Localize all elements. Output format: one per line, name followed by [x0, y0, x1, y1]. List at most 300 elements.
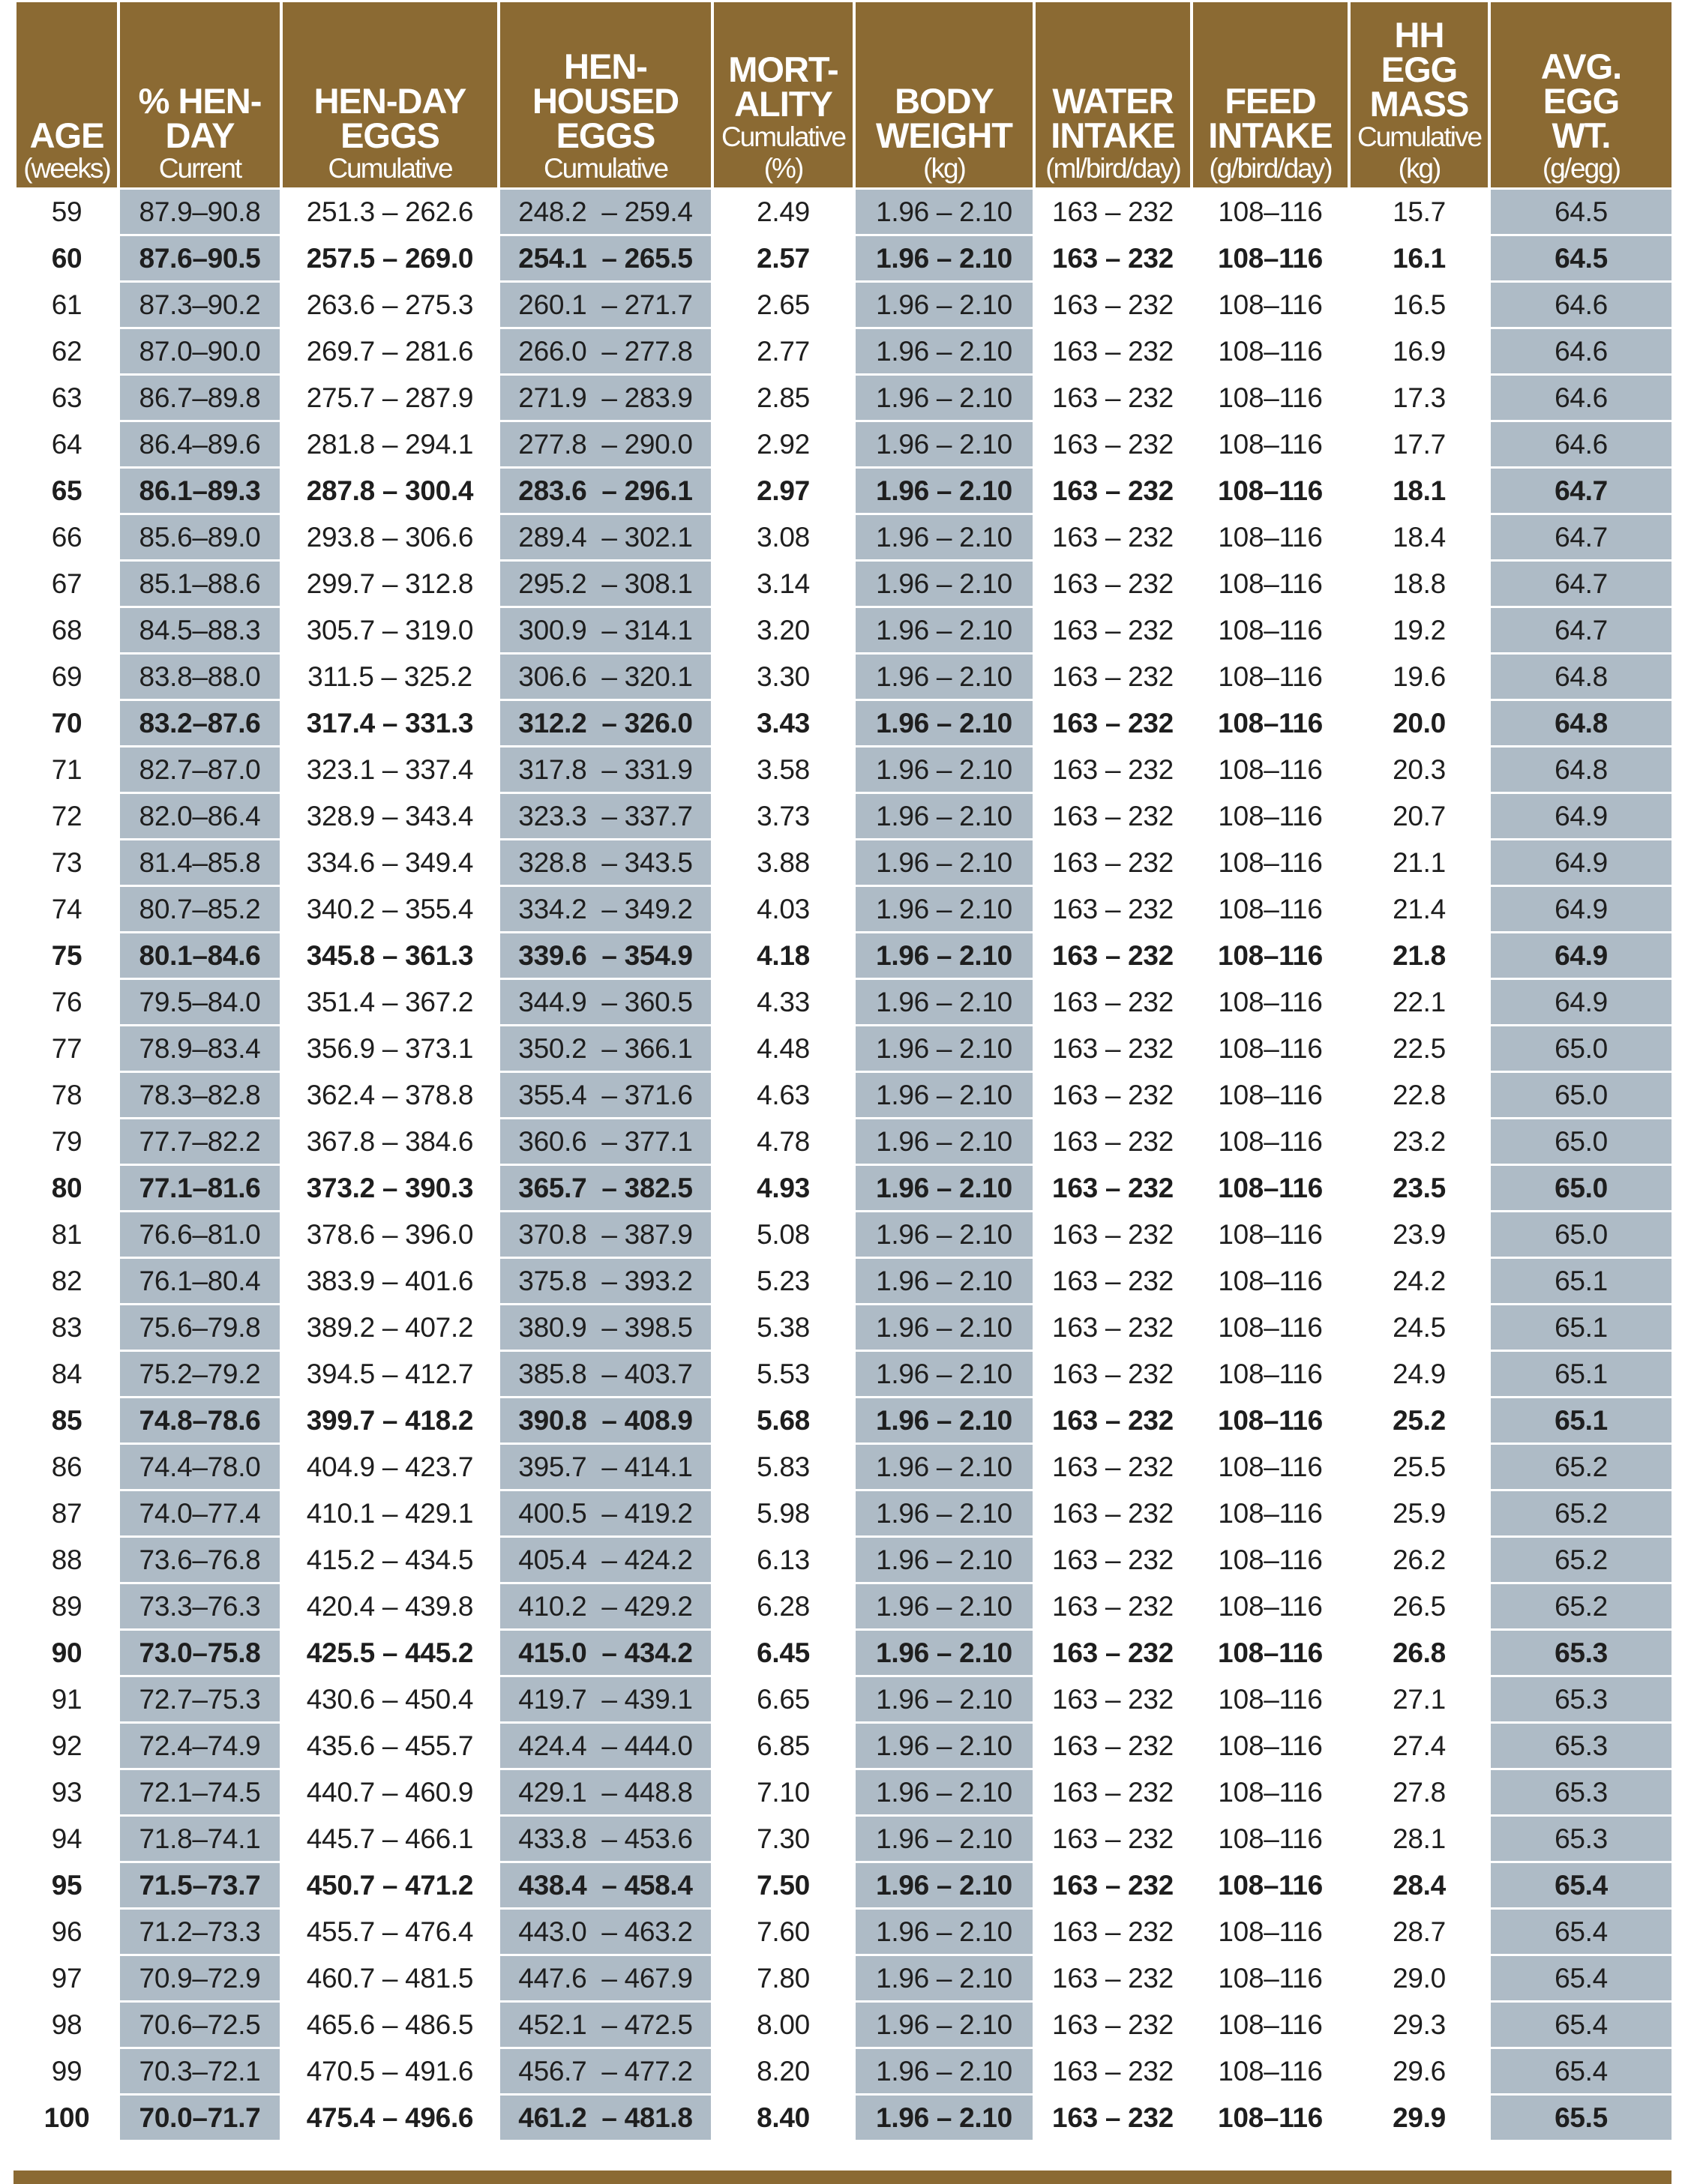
cell-hen-day-current: 72.4–74.9	[120, 1724, 280, 1768]
cell-hen-day-eggs: 475.4 – 496.6	[283, 2096, 497, 2140]
cell-feed-intake: 108–116	[1193, 2049, 1348, 2093]
cell-hen-housed-eggs: 355.4 – 371.6	[500, 1073, 711, 1117]
cell-hh-egg-mass: 23.2	[1351, 1119, 1488, 1164]
cell-water-intake: 163 – 232	[1036, 1259, 1190, 1303]
cell-avg-egg-weight: 64.7	[1491, 608, 1672, 652]
cell-avg-egg-weight: 64.9	[1491, 933, 1672, 978]
cell-mortality: 6.13	[714, 1538, 853, 1582]
cell-hen-day-current: 70.0–71.7	[120, 2096, 280, 2140]
cell-hen-housed-eggs: 254.1 – 265.5	[500, 236, 711, 280]
cell-body-weight: 1.96 – 2.10	[856, 655, 1033, 699]
cell-avg-egg-weight: 65.1	[1491, 1259, 1672, 1303]
cell-hen-housed-eggs: 312.2 – 326.0	[500, 701, 711, 745]
cell-water-intake: 163 – 232	[1036, 562, 1190, 606]
cell-hen-day-current: 70.3–72.1	[120, 2049, 280, 2093]
cell-body-weight: 1.96 – 2.10	[856, 1863, 1033, 1907]
cell-water-intake: 163 – 232	[1036, 608, 1190, 652]
cell-hen-housed-eggs: 438.4 – 458.4	[500, 1863, 711, 1907]
table-row	[16, 1863, 1672, 1907]
cell-feed-intake: 108–116	[1193, 933, 1348, 978]
cell-hen-day-current: 74.4–78.0	[120, 1445, 280, 1489]
cell-avg-egg-weight: 65.3	[1491, 1631, 1672, 1675]
cell-body-weight: 1.96 – 2.10	[856, 1212, 1033, 1257]
cell-mortality: 4.63	[714, 1073, 853, 1117]
cell-age: 62	[16, 329, 117, 373]
cell-age: 69	[16, 655, 117, 699]
cell-hen-day-current: 83.2–87.6	[120, 701, 280, 745]
cell-body-weight: 1.96 – 2.10	[856, 608, 1033, 652]
cell-age: 60	[16, 236, 117, 280]
cell-avg-egg-weight: 65.5	[1491, 2096, 1672, 2140]
cell-age: 99	[16, 2049, 117, 2093]
cell-hen-housed-eggs: 339.6 – 354.9	[500, 933, 711, 978]
cell-hen-day-eggs: 317.4 – 331.3	[283, 701, 497, 745]
cell-mortality: 6.45	[714, 1631, 853, 1675]
cell-hen-day-current: 70.9–72.9	[120, 1956, 280, 2000]
cell-hen-day-current: 77.1–81.6	[120, 1166, 280, 1210]
cell-hen-day-current: 78.3–82.8	[120, 1073, 280, 1117]
cell-water-intake: 163 – 232	[1036, 1910, 1190, 1954]
cell-feed-intake: 108–116	[1193, 1584, 1348, 1628]
cell-age: 74	[16, 887, 117, 931]
cell-age: 88	[16, 1538, 117, 1582]
table-row	[16, 329, 1672, 373]
cell-mortality: 7.60	[714, 1910, 853, 1954]
cell-hh-egg-mass: 20.0	[1351, 701, 1488, 745]
table-row	[16, 980, 1672, 1024]
cell-hen-day-current: 70.6–72.5	[120, 2003, 280, 2047]
table-row	[16, 1677, 1672, 1721]
cell-hen-day-current: 71.2–73.3	[120, 1910, 280, 1954]
header-feed-intake	[1193, 2, 1348, 187]
cell-avg-egg-weight: 65.3	[1491, 1770, 1672, 1814]
cell-hen-day-current: 83.8–88.0	[120, 655, 280, 699]
cell-mortality: 6.85	[714, 1724, 853, 1768]
cell-hen-day-eggs: 445.7 – 466.1	[283, 1817, 497, 1861]
cell-water-intake: 163 – 232	[1036, 655, 1190, 699]
cell-hh-egg-mass: 17.3	[1351, 376, 1488, 420]
cell-avg-egg-weight: 64.6	[1491, 329, 1672, 373]
header-unit: Current	[158, 153, 241, 184]
cell-feed-intake: 108–116	[1193, 1863, 1348, 1907]
cell-age: 89	[16, 1584, 117, 1628]
cell-water-intake: 163 – 232	[1036, 422, 1190, 466]
cell-water-intake: 163 – 232	[1036, 1073, 1190, 1117]
cell-hh-egg-mass: 26.5	[1351, 1584, 1488, 1628]
cell-hen-day-current: 74.0–77.4	[120, 1491, 280, 1535]
cell-mortality: 5.53	[714, 1352, 853, 1396]
cell-hen-housed-eggs: 334.2 – 349.2	[500, 887, 711, 931]
cell-feed-intake: 108–116	[1193, 1305, 1348, 1350]
cell-water-intake: 163 – 232	[1036, 1491, 1190, 1535]
table-row	[16, 608, 1672, 652]
cell-avg-egg-weight: 64.9	[1491, 794, 1672, 838]
table-row	[16, 1445, 1672, 1489]
cell-age: 75	[16, 933, 117, 978]
cell-hen-day-eggs: 257.5 – 269.0	[283, 236, 497, 280]
table-row	[16, 1817, 1672, 1861]
cell-mortality: 2.97	[714, 469, 853, 513]
cell-mortality: 3.30	[714, 655, 853, 699]
cell-water-intake: 163 – 232	[1036, 515, 1190, 559]
cell-hen-day-eggs: 430.6 – 450.4	[283, 1677, 497, 1721]
cell-hen-day-eggs: 362.4 – 378.8	[283, 1073, 497, 1117]
cell-mortality: 5.38	[714, 1305, 853, 1350]
cell-age: 85	[16, 1398, 117, 1443]
cell-feed-intake: 108–116	[1193, 1398, 1348, 1443]
cell-hen-day-current: 87.6–90.5	[120, 236, 280, 280]
cell-hh-egg-mass: 20.3	[1351, 747, 1488, 792]
cell-age: 87	[16, 1491, 117, 1535]
table-row	[16, 1491, 1672, 1535]
cell-hen-day-eggs: 293.8 – 306.6	[283, 515, 497, 559]
cell-water-intake: 163 – 232	[1036, 2003, 1190, 2047]
cell-avg-egg-weight: 65.4	[1491, 2049, 1672, 2093]
cell-mortality: 5.83	[714, 1445, 853, 1489]
cell-hh-egg-mass: 21.1	[1351, 840, 1488, 885]
cell-feed-intake: 108–116	[1193, 329, 1348, 373]
table-row	[16, 1119, 1672, 1164]
cell-hh-egg-mass: 23.5	[1351, 1166, 1488, 1210]
cell-water-intake: 163 – 232	[1036, 1956, 1190, 2000]
cell-body-weight: 1.96 – 2.10	[856, 794, 1033, 838]
cell-feed-intake: 108–116	[1193, 1352, 1348, 1396]
cell-avg-egg-weight: 64.8	[1491, 655, 1672, 699]
header-title: BODY WEIGHT	[876, 81, 1012, 155]
cell-hen-housed-eggs: 400.5 – 419.2	[500, 1491, 711, 1535]
header-water-intake	[1036, 2, 1190, 187]
cell-hen-day-current: 82.7–87.0	[120, 747, 280, 792]
cell-hen-housed-eggs: 370.8 – 387.9	[500, 1212, 711, 1257]
cell-body-weight: 1.96 – 2.10	[856, 1305, 1033, 1350]
cell-avg-egg-weight: 65.1	[1491, 1305, 1672, 1350]
cell-mortality: 3.73	[714, 794, 853, 838]
cell-feed-intake: 108–116	[1193, 1212, 1348, 1257]
cell-hen-housed-eggs: 415.0 – 434.2	[500, 1631, 711, 1675]
cell-age: 97	[16, 1956, 117, 2000]
cell-avg-egg-weight: 65.0	[1491, 1212, 1672, 1257]
cell-avg-egg-weight: 65.0	[1491, 1119, 1672, 1164]
header-title: AVG. EGG WT.	[1540, 46, 1622, 155]
table-body	[16, 190, 1672, 2140]
cell-body-weight: 1.96 – 2.10	[856, 1352, 1033, 1396]
cell-hen-day-current: 84.5–88.3	[120, 608, 280, 652]
cell-hen-day-eggs: 465.6 – 486.5	[283, 2003, 497, 2047]
table-row	[16, 1073, 1672, 1117]
cell-body-weight: 1.96 – 2.10	[856, 2003, 1033, 2047]
cell-hen-housed-eggs: 260.1 – 271.7	[500, 283, 711, 327]
cell-hen-day-eggs: 420.4 – 439.8	[283, 1584, 497, 1628]
cell-water-intake: 163 – 232	[1036, 190, 1190, 234]
cell-age: 86	[16, 1445, 117, 1489]
table-row	[16, 2049, 1672, 2093]
cell-age: 91	[16, 1677, 117, 1721]
cell-hen-day-current: 86.7–89.8	[120, 376, 280, 420]
cell-age: 98	[16, 2003, 117, 2047]
performance-table-container	[13, 0, 1672, 2184]
cell-feed-intake: 108–116	[1193, 2096, 1348, 2140]
cell-hen-day-eggs: 263.6 – 275.3	[283, 283, 497, 327]
table-row	[16, 840, 1672, 885]
table-row	[16, 1910, 1672, 1954]
header-unit: Cumulative	[543, 153, 668, 184]
table-row	[16, 469, 1672, 513]
cell-feed-intake: 108–116	[1193, 1817, 1348, 1861]
cell-hen-day-current: 76.6–81.0	[120, 1212, 280, 1257]
cell-feed-intake: 108–116	[1193, 562, 1348, 606]
cell-hen-day-eggs: 383.9 – 401.6	[283, 1259, 497, 1303]
cell-body-weight: 1.96 – 2.10	[856, 1166, 1033, 1210]
cell-body-weight: 1.96 – 2.10	[856, 2049, 1033, 2093]
header-avg-egg-weight	[1491, 2, 1672, 187]
cell-water-intake: 163 – 232	[1036, 933, 1190, 978]
cell-hen-day-eggs: 351.4 – 367.2	[283, 980, 497, 1024]
cell-age: 68	[16, 608, 117, 652]
cell-feed-intake: 108–116	[1193, 515, 1348, 559]
cell-hen-day-eggs: 425.5 – 445.2	[283, 1631, 497, 1675]
cell-mortality: 3.14	[714, 562, 853, 606]
cell-avg-egg-weight: 64.7	[1491, 562, 1672, 606]
header-title: HEN-DAY EGGS	[313, 81, 466, 155]
header-age	[16, 2, 117, 187]
cell-age: 63	[16, 376, 117, 420]
cell-hh-egg-mass: 28.4	[1351, 1863, 1488, 1907]
cell-feed-intake: 108–116	[1193, 1491, 1348, 1535]
cell-avg-egg-weight: 65.1	[1491, 1352, 1672, 1396]
cell-feed-intake: 108–116	[1193, 422, 1348, 466]
cell-hh-egg-mass: 28.7	[1351, 1910, 1488, 1954]
cell-avg-egg-weight: 64.8	[1491, 747, 1672, 792]
cell-hen-day-current: 76.1–80.4	[120, 1259, 280, 1303]
cell-hen-housed-eggs: 443.0 – 463.2	[500, 1910, 711, 1954]
cell-hen-day-eggs: 281.8 – 294.1	[283, 422, 497, 466]
cell-avg-egg-weight: 65.0	[1491, 1026, 1672, 1071]
cell-water-intake: 163 – 232	[1036, 1352, 1190, 1396]
header-unit: (g/bird/day)	[1209, 153, 1332, 184]
cell-avg-egg-weight: 64.9	[1491, 980, 1672, 1024]
cell-hen-housed-eggs: 456.7 – 477.2	[500, 2049, 711, 2093]
cell-hen-day-eggs: 251.3 – 262.6	[283, 190, 497, 234]
cell-hh-egg-mass: 24.9	[1351, 1352, 1488, 1396]
cell-avg-egg-weight: 64.6	[1491, 376, 1672, 420]
cell-hh-egg-mass: 19.6	[1351, 655, 1488, 699]
cell-water-intake: 163 – 232	[1036, 1445, 1190, 1489]
cell-body-weight: 1.96 – 2.10	[856, 562, 1033, 606]
cell-water-intake: 163 – 232	[1036, 887, 1190, 931]
cell-water-intake: 163 – 232	[1036, 1863, 1190, 1907]
cell-feed-intake: 108–116	[1193, 1073, 1348, 1117]
table-row	[16, 2096, 1672, 2140]
table-row	[16, 794, 1672, 838]
cell-avg-egg-weight: 65.4	[1491, 1910, 1672, 1954]
cell-avg-egg-weight: 64.5	[1491, 236, 1672, 280]
cell-body-weight: 1.96 – 2.10	[856, 329, 1033, 373]
cell-mortality: 4.03	[714, 887, 853, 931]
cell-hen-housed-eggs: 350.2 – 366.1	[500, 1026, 711, 1071]
cell-water-intake: 163 – 232	[1036, 2049, 1190, 2093]
cell-avg-egg-weight: 64.9	[1491, 840, 1672, 885]
cell-feed-intake: 108–116	[1193, 1770, 1348, 1814]
cell-hh-egg-mass: 24.2	[1351, 1259, 1488, 1303]
cell-body-weight: 1.96 – 2.10	[856, 1770, 1033, 1814]
cell-mortality: 4.48	[714, 1026, 853, 1071]
cell-age: 94	[16, 1817, 117, 1861]
table-row	[16, 1956, 1672, 2000]
performance-table	[13, 0, 1675, 2142]
cell-body-weight: 1.96 – 2.10	[856, 1491, 1033, 1535]
cell-hen-day-eggs: 455.7 – 476.4	[283, 1910, 497, 1954]
cell-hen-day-current: 87.0–90.0	[120, 329, 280, 373]
cell-hen-housed-eggs: 271.9 – 283.9	[500, 376, 711, 420]
cell-hen-day-current: 72.1–74.5	[120, 1770, 280, 1814]
cell-age: 100	[16, 2096, 117, 2140]
bottom-rule	[13, 2171, 1672, 2184]
header-hh-egg-mass	[1351, 2, 1488, 187]
header-body-weight	[856, 2, 1033, 187]
cell-hen-day-current: 86.1–89.3	[120, 469, 280, 513]
cell-water-intake: 163 – 232	[1036, 1538, 1190, 1582]
cell-body-weight: 1.96 – 2.10	[856, 190, 1033, 234]
cell-body-weight: 1.96 – 2.10	[856, 2096, 1033, 2140]
cell-feed-intake: 108–116	[1193, 236, 1348, 280]
cell-age: 67	[16, 562, 117, 606]
cell-body-weight: 1.96 – 2.10	[856, 515, 1033, 559]
table-row	[16, 655, 1672, 699]
table-row	[16, 747, 1672, 792]
cell-hen-day-current: 81.4–85.8	[120, 840, 280, 885]
cell-age: 96	[16, 1910, 117, 1954]
cell-water-intake: 163 – 232	[1036, 236, 1190, 280]
cell-mortality: 2.49	[714, 190, 853, 234]
cell-age: 80	[16, 1166, 117, 1210]
cell-mortality: 6.28	[714, 1584, 853, 1628]
table-row	[16, 1398, 1672, 1443]
cell-feed-intake: 108–116	[1193, 1119, 1348, 1164]
cell-avg-egg-weight: 65.3	[1491, 1817, 1672, 1861]
cell-hh-egg-mass: 29.3	[1351, 2003, 1488, 2047]
cell-feed-intake: 108–116	[1193, 747, 1348, 792]
cell-hen-day-eggs: 435.6 – 455.7	[283, 1724, 497, 1768]
cell-hen-day-eggs: 367.8 – 384.6	[283, 1119, 497, 1164]
cell-hen-day-current: 73.0–75.8	[120, 1631, 280, 1675]
cell-hen-housed-eggs: 390.8 – 408.9	[500, 1398, 711, 1443]
table-row	[16, 1724, 1672, 1768]
cell-water-intake: 163 – 232	[1036, 1119, 1190, 1164]
cell-hen-day-eggs: 410.1 – 429.1	[283, 1491, 497, 1535]
cell-water-intake: 163 – 232	[1036, 1166, 1190, 1210]
cell-hen-day-eggs: 389.2 – 407.2	[283, 1305, 497, 1350]
cell-hh-egg-mass: 18.4	[1351, 515, 1488, 559]
cell-hh-egg-mass: 24.5	[1351, 1305, 1488, 1350]
cell-mortality: 4.18	[714, 933, 853, 978]
cell-avg-egg-weight: 64.5	[1491, 190, 1672, 234]
table-row	[16, 1166, 1672, 1210]
cell-body-weight: 1.96 – 2.10	[856, 1677, 1033, 1721]
cell-feed-intake: 108–116	[1193, 1538, 1348, 1582]
cell-hh-egg-mass: 15.7	[1351, 190, 1488, 234]
cell-age: 90	[16, 1631, 117, 1675]
cell-hh-egg-mass: 22.8	[1351, 1073, 1488, 1117]
cell-hen-day-eggs: 356.9 – 373.1	[283, 1026, 497, 1071]
table-row	[16, 887, 1672, 931]
cell-feed-intake: 108–116	[1193, 283, 1348, 327]
cell-hen-day-current: 87.9–90.8	[120, 190, 280, 234]
cell-age: 70	[16, 701, 117, 745]
cell-hen-housed-eggs: 419.7 – 439.1	[500, 1677, 711, 1721]
cell-hen-day-current: 75.6–79.8	[120, 1305, 280, 1350]
cell-age: 93	[16, 1770, 117, 1814]
cell-hen-housed-eggs: 323.3 – 337.7	[500, 794, 711, 838]
cell-avg-egg-weight: 65.4	[1491, 2003, 1672, 2047]
table-row	[16, 422, 1672, 466]
cell-hh-egg-mass: 16.9	[1351, 329, 1488, 373]
cell-avg-egg-weight: 64.8	[1491, 701, 1672, 745]
cell-feed-intake: 108–116	[1193, 1724, 1348, 1768]
cell-avg-egg-weight: 64.6	[1491, 283, 1672, 327]
cell-body-weight: 1.96 – 2.10	[856, 376, 1033, 420]
header-unit: (weeks)	[23, 153, 110, 184]
cell-age: 95	[16, 1863, 117, 1907]
cell-feed-intake: 108–116	[1193, 1026, 1348, 1071]
cell-hen-day-current: 77.7–82.2	[120, 1119, 280, 1164]
cell-avg-egg-weight: 65.4	[1491, 1956, 1672, 2000]
cell-hh-egg-mass: 28.1	[1351, 1817, 1488, 1861]
cell-avg-egg-weight: 64.7	[1491, 469, 1672, 513]
cell-mortality: 8.40	[714, 2096, 853, 2140]
cell-water-intake: 163 – 232	[1036, 1677, 1190, 1721]
cell-feed-intake: 108–116	[1193, 1677, 1348, 1721]
header-title: HEN- HOUSED EGGS	[532, 46, 679, 155]
cell-hen-day-eggs: 269.7 – 281.6	[283, 329, 497, 373]
header-hen-housed-eggs	[500, 2, 711, 187]
cell-water-intake: 163 – 232	[1036, 1631, 1190, 1675]
cell-body-weight: 1.96 – 2.10	[856, 1073, 1033, 1117]
cell-hen-day-eggs: 334.6 – 349.4	[283, 840, 497, 885]
cell-hen-day-eggs: 415.2 – 434.5	[283, 1538, 497, 1582]
cell-water-intake: 163 – 232	[1036, 1305, 1190, 1350]
cell-body-weight: 1.96 – 2.10	[856, 1910, 1033, 1954]
cell-hen-day-current: 72.7–75.3	[120, 1677, 280, 1721]
cell-body-weight: 1.96 – 2.10	[856, 1584, 1033, 1628]
cell-body-weight: 1.96 – 2.10	[856, 469, 1033, 513]
cell-feed-intake: 108–116	[1193, 2003, 1348, 2047]
table-row	[16, 1259, 1672, 1303]
cell-hen-housed-eggs: 360.6 – 377.1	[500, 1119, 711, 1164]
cell-feed-intake: 108–116	[1193, 840, 1348, 885]
header-mortality	[714, 2, 853, 187]
cell-hen-day-eggs: 378.6 – 396.0	[283, 1212, 497, 1257]
cell-mortality: 2.57	[714, 236, 853, 280]
cell-hen-day-current: 80.7–85.2	[120, 887, 280, 931]
cell-age: 84	[16, 1352, 117, 1396]
cell-hen-day-eggs: 373.2 – 390.3	[283, 1166, 497, 1210]
table-row	[16, 1770, 1672, 1814]
cell-water-intake: 163 – 232	[1036, 376, 1190, 420]
cell-age: 79	[16, 1119, 117, 1164]
cell-mortality: 7.80	[714, 1956, 853, 2000]
cell-hen-day-current: 78.9–83.4	[120, 1026, 280, 1071]
cell-water-intake: 163 – 232	[1036, 329, 1190, 373]
cell-feed-intake: 108–116	[1193, 794, 1348, 838]
cell-mortality: 5.68	[714, 1398, 853, 1443]
cell-feed-intake: 108–116	[1193, 190, 1348, 234]
cell-age: 82	[16, 1259, 117, 1303]
table-row	[16, 562, 1672, 606]
cell-age: 78	[16, 1073, 117, 1117]
cell-water-intake: 163 – 232	[1036, 1724, 1190, 1768]
cell-feed-intake: 108–116	[1193, 980, 1348, 1024]
cell-body-weight: 1.96 – 2.10	[856, 1956, 1033, 2000]
